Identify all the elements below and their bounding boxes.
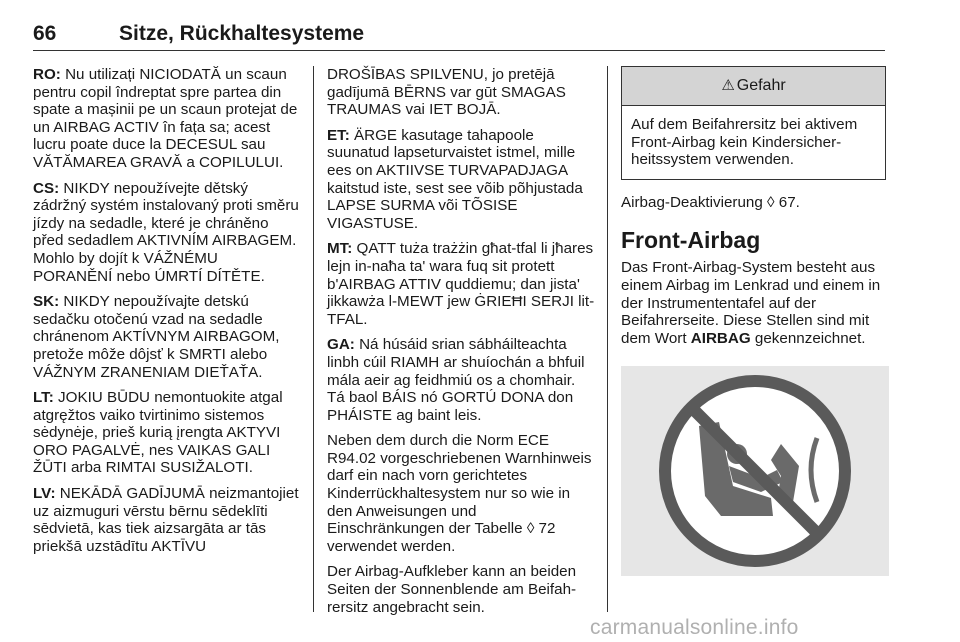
section-heading: Front-Airbag xyxy=(621,227,761,254)
warning-paragraph-lt: LT: JOKIU BŪDU nemontuokite atgal atgręžtos vaiko tvirtinimo sistemos sėdynėje, prieš kurią įrengta AKTYVI ORO PAGALVĖ, nes VAIKAS GALI ŽŪTI arba RIMTAI SUSIŽALOTI. xyxy=(33,389,283,477)
column-3 xyxy=(621,66,889,347)
danger-text: Auf dem Beifahrersitz bei aktivem Front-Airbag kein Kindersicherheitssystem verwenden. xyxy=(631,116,858,169)
column-divider xyxy=(313,66,314,612)
warning-paragraph-sk: SK: NIKDY nepoužívajte detskú sedačku otočenú vzad na sedadle chránenom AKTÍVNYM AIRBAGOM, pretože môže dôjsť k SMRTI alebo VÁŽNYM ZRANENIAM DIEŤAŤA. xyxy=(33,293,280,381)
danger-title: Gefahr xyxy=(736,77,786,94)
watermark: carmanualsonline.info xyxy=(590,616,799,639)
warning-paragraph-mt: MT: QATT tuża trażżin għat-tfal li jħares lejn in-naħa ta' wara fuq sit protett b'AIRBAG ATTIV quddiemu; dan jista' jikkawża l-MEWT jew ĠRIEĦI SERJI lit-TFAL. xyxy=(327,240,595,328)
danger-box xyxy=(621,66,886,180)
column-2 xyxy=(327,66,595,624)
warning-paragraph-lv: LV: NEKĀDĀ GADĪJUMĀ neizmantojiet uz aizmuguri vērstu bērnu sēdeklīti sēdvietā, kas tiek aizsargāta ar tās priekšā uzstādītu AKTĪVU xyxy=(33,485,299,555)
warning-paragraph-ga: GA: Ná húsáid srian sábháilteachta linbh cúil RIAMH ar shuíochán a bhfuil mála aeir ag feidhmiú os a chomhair. Tá baol BÁIS nó GORTÚ DONA don PHÁISTE ag baint leis. xyxy=(327,336,585,424)
warning-paragraph-lv-cont: DROŠĪBAS SPILVENU, jo pretējā gadījumā BĒRNS var gūt SMAGAS TRAUMAS vai IET BOJĀ. xyxy=(327,66,566,119)
no-rear-facing-child-seat-figure xyxy=(621,366,889,576)
page-number: 66 xyxy=(33,22,57,45)
chapter-title: Sitze, Rückhaltesysteme xyxy=(119,22,365,45)
norm-paragraph: Neben dem durch die Norm ECE R94.02 vorgeschriebenen Warnhinweis darf ein nach vorn gerichtetes Kinderrückhaltesystem nur so wie in den Anweisungen und Einschränkungen der Tabelle ◊ 72 verwendet werden. xyxy=(327,432,592,555)
page-header xyxy=(33,20,885,51)
warning-triangle-icon: ⚠ xyxy=(721,77,735,94)
warning-paragraph-et: ET: ÄRGE kasutage tahapoole suunatud lapseturvaistet istmel, mille ees on AKTIIVSE TURVAPADJAGA kaitstud iste, sest see võib põhjustada LAPSE SURMA või TÕSISE VIGASTUSE. xyxy=(327,126,583,232)
sticker-paragraph: Der Airbag-Aufkleber kann an beiden Seiten der Sonnenblende am Beifahrersitz angebracht sein. xyxy=(327,563,577,616)
column-1 xyxy=(33,66,301,563)
column-divider xyxy=(607,66,608,612)
front-airbag-paragraph: Das Front-Airbag-System besteht aus einem Airbag im Lenkrad und einem in der Instrumententafel auf der Beifahrerseite. Diese Stellen sind mit dem Wort AIRBAG gekennzeichnet. xyxy=(621,259,881,347)
danger-header xyxy=(622,67,885,106)
airbag-deactivation-reference[interactable]: Airbag-Deaktivierung ◊ 67. xyxy=(621,193,800,211)
warning-paragraph-ro: RO: Nu utilizați NICIODATĂ un scaun pentru copil îndreptat spre partea din spate a mașinii pe un scaun protejat de un AIRBAG ACTIV în fața sa; acest lucru poate duce la DECESUL sau VĂTĂMAREA GRAVĂ a COPILULUI. xyxy=(33,66,298,171)
warning-paragraph-cs: CS: NIKDY nepoužívejte dětský zádržný systém instalovaný proti směru jízdy na sedadle, které je chráněno před sedadlem AKTIVNÍM AIRBAGEM. Mohlo by dojít k VÁŽNÉMU PORANĚNÍ nebo ÚMRTÍ DÍTĚTE. xyxy=(33,179,299,285)
